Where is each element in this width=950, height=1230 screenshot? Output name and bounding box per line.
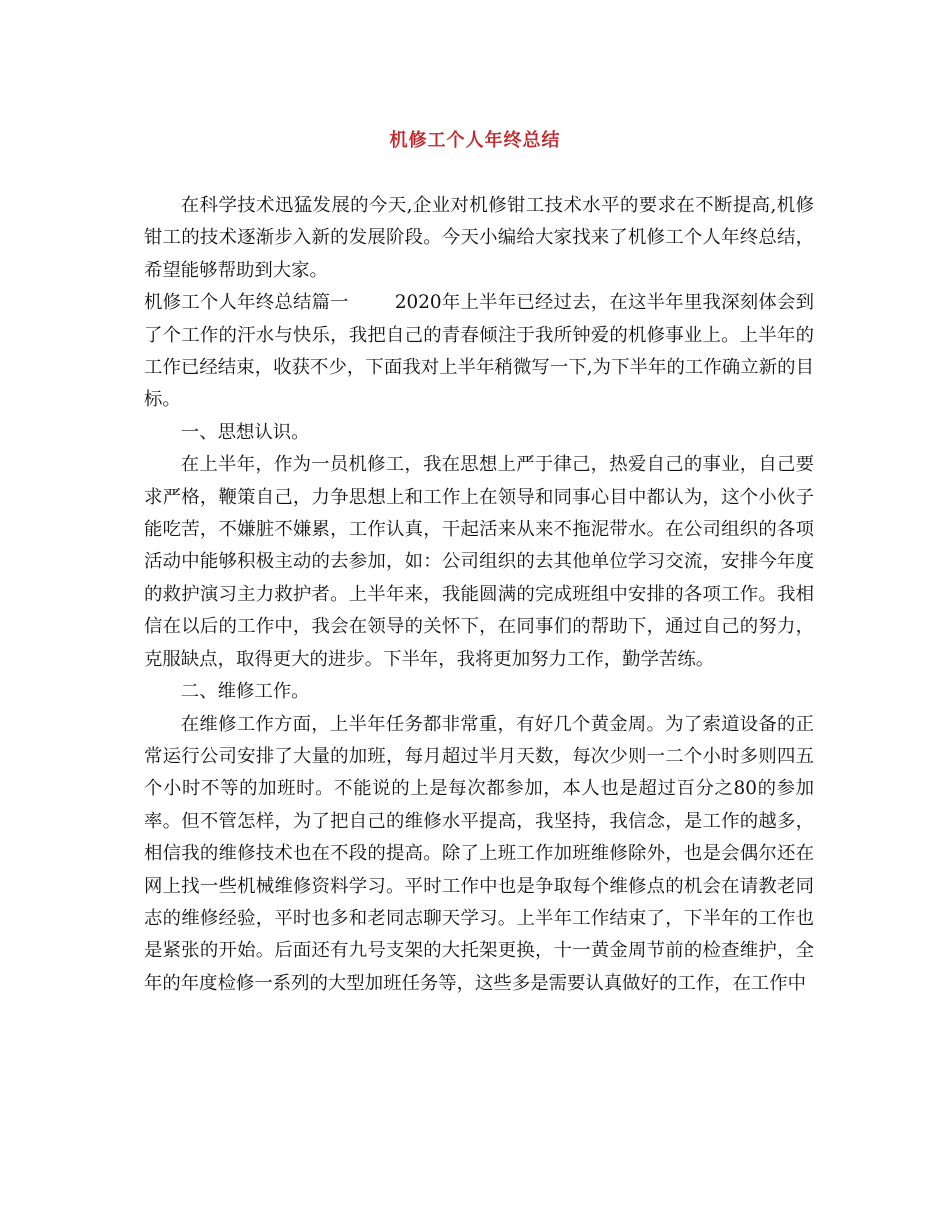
intro-paragraph: 在科学技术迅猛发展的今天,企业对机修钳工技术水平的要求在不断提高,机修钳工的技术逐渐步入新的发展阶段。今天小编给大家找来了机修工个人年终总结，希望能够帮助到大家。 xyxy=(144,195,814,281)
heading-thoughts: 一、思想认识。 xyxy=(180,421,310,443)
section-paragraph xyxy=(144,287,814,417)
document-body xyxy=(144,190,814,1000)
paragraph-maintenance: 在维修工作方面，上半年任务都非常重，有好几个黄金周。为了索道设备的正常运行公司安排了大量的加班，每月超过半月天数，每次少则一二个小时多则四五个小时不等的加班时。不能说的上是每次都参加，本人也是超过百分之80的参加率。但不管怎样，为了把自己的维修水平提高，我坚持，我信念，是工作的越多，相信我的维修技术也在不段的提高。除了上班工作加班维修除外，也是会偶尔还在网上找一些机械维修资料学习。平时工作中也是争取每个维修点的机会在请教老同志的维修经验，平时也多和老同志聊天学习。上半年工作结束了，下半年的工作也是紧张的开始。后面还有九号支架的大托架更换，十一黄金周节前的检查维护，全年的年度检修一系列的大型加班任务等，这些多是需要认真做好的工作，在工作中 xyxy=(144,713,814,994)
heading-maintenance: 二、维修工作。 xyxy=(180,681,310,703)
paragraph-thoughts: 在上半年，作为一员机修工，我在思想上严于律己，热爱自己的事业，自己要求严格，鞭策自己，力争思想上和工作上在领导和同事心目中都认为，这个小伙子能吃苦，不嫌脏不嫌累，工作认真，干起活来从来不拖泥带水。在公司组织的各项活动中能够积极主动的去参加，如：公司组织的去其他单位学习交流，安排今年度的救护演习主力救护者。上半年来，我能圆满的完成班组中安排的各项工作。我相信在以后的工作中，我会在领导的关怀下，在同事们的帮助下，通过自己的努力，克服缺点，取得更大的进步。下半年，我将更加努力工作，勤学苦练。 xyxy=(144,454,814,670)
document-title: 机修工个人年终总结 xyxy=(389,130,561,151)
section-intro: 2020年上半年已经过去，在这半年里我深刻体会到了个工作的汗水与快乐，我把自己的青春倾注于我所钟爱的机修事业上。上半年的工作已经结束，收获不少，下面我对上半年稍微写一下,为下半年的工作确立新的目标。 xyxy=(144,292,814,411)
section-label: 机修工个人年终总结篇一 xyxy=(144,292,349,314)
